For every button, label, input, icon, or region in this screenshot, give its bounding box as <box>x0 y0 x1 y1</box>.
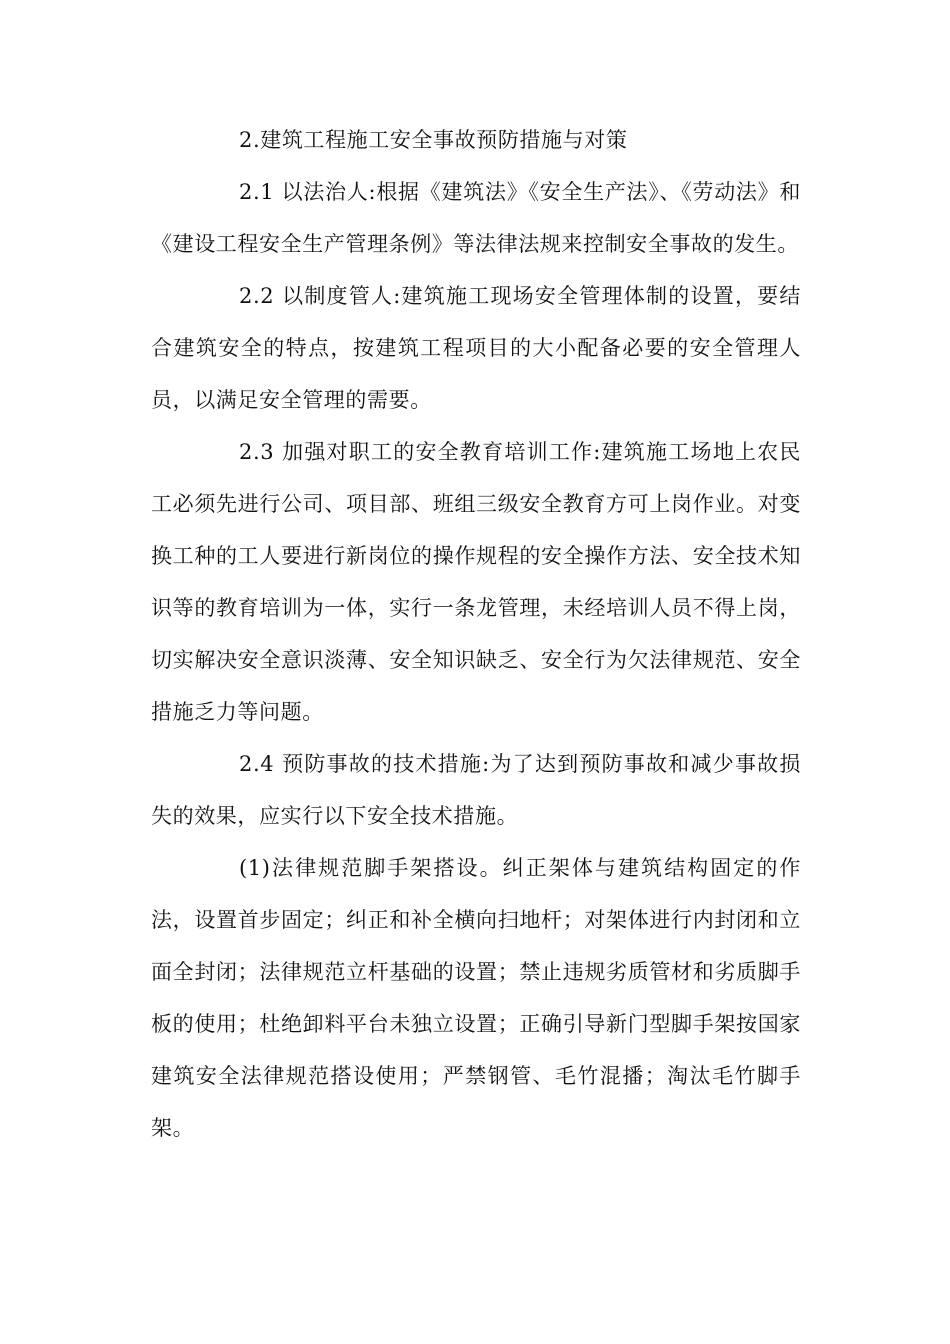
paragraph-2-4: 2.4 预防事故的技术措施:为了达到预防事故和减少事故损失的效果，应实行以下安全技术措施。 <box>151 752 801 828</box>
paragraph-item-1: (1)法律规范脚手架搭设。纠正架体与建筑结构固定的作法，设置首步固定；纠正和补全横向扫地杆；对架体进行内封闭和立面全封闭；法律规范立杆基础的设置；禁止违规劣质管材和劣质脚手板的使用；杜绝卸料平台未独立设置；正确引导新门型脚手架按国家建筑安全法律规范搭设使用；严禁钢管、毛竹混播；淘汰毛竹脚手架。 <box>151 856 801 1140</box>
document-body <box>151 114 801 1154</box>
paragraph-2-2: 2.2 以制度管人:建筑施工现场安全管理体制的设置，要结合建筑安全的特点，按建筑工程项目的大小配备必要的安全管理人员，以满足安全管理的需要。 <box>151 284 801 412</box>
section-heading: 2.建筑工程施工安全事故预防措施与对策 <box>239 128 628 152</box>
paragraph-2-1: 2.1 以法治人:根据《建筑法》《安全生产法》、《劳动法》和《建设工程安全生产管理条例》等法律法规来控制安全事故的发生。 <box>151 180 801 256</box>
paragraph-2-3: 2.3 加强对职工的安全教育培训工作:建筑施工场地上农民工必须先进行公司、项目部、班组三级安全教育方可上岗作业。对变换工种的工人要进行新岗位的操作规程的安全操作方法、安全技术知识等的教育培训为一体，实行一条龙管理，未经培训人员不得上岗，切实解决安全意识淡薄、安全知识缺乏、安全行为欠法律规范、安全措施乏力等问题。 <box>151 440 801 724</box>
